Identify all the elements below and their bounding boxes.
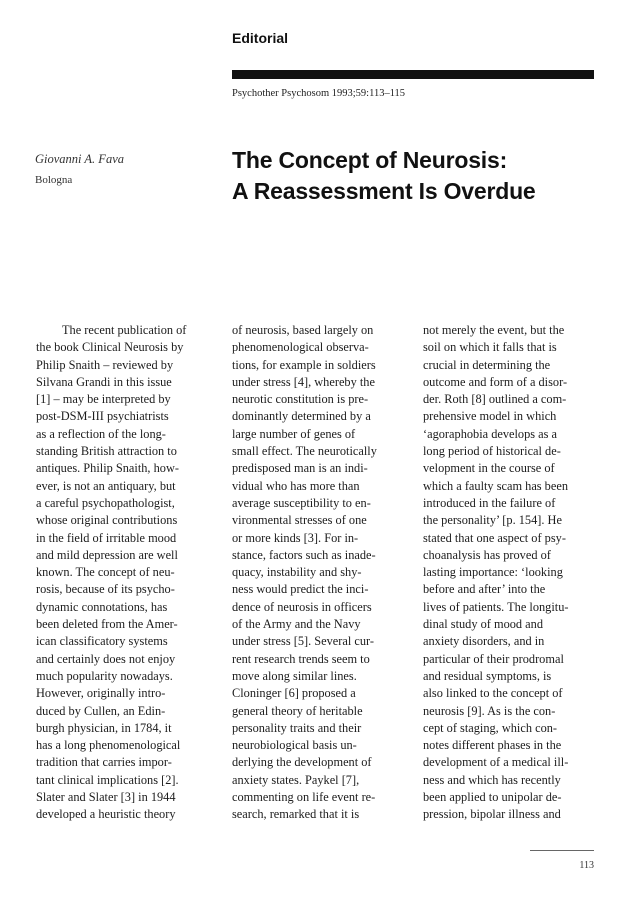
text-line: tant clinical implications [2]. (36, 772, 179, 787)
text-line: or more kinds [3]. For in- (232, 530, 359, 545)
text-line: long period of historical de- (423, 444, 561, 459)
text-line: whose original contributions (36, 513, 178, 528)
text-line: lasting importance: ‘looking (423, 565, 563, 580)
text-line: move along similar lines. (232, 668, 357, 683)
text-line: known. The concept of neu- (36, 565, 175, 580)
page-number: 113 (579, 860, 594, 871)
text-line: der. Roth [8] outlined a com- (423, 392, 567, 407)
text-line: velopment in the course of (423, 461, 555, 476)
text-line: which a faulty scam has been (423, 478, 568, 493)
header-rule (232, 70, 594, 79)
text-line: vidual who has more than (232, 478, 360, 493)
text-line: the personality’ [p. 154]. He (423, 513, 562, 528)
text-line: vironmental stresses of one (232, 513, 367, 528)
text-line: neurobiological basis un- (232, 738, 357, 753)
body-column-2 (232, 322, 377, 824)
text-line: rent research trends seem to (232, 651, 370, 666)
text-line: dynamic connotations, has (36, 599, 168, 614)
text-line: of the Army and the Navy (232, 617, 361, 632)
text-line: particular of their prodromal (423, 651, 564, 666)
text-line: not merely the event, but the (423, 323, 565, 337)
text-line: derlying the development of (232, 755, 372, 770)
text-line: antiques. Philip Snaith, how- (36, 461, 179, 476)
text-line: crucial in determining the (423, 357, 551, 372)
text-line: under stress [4], whereby the (232, 374, 375, 389)
text-line: prehensive model in which (423, 409, 557, 424)
text-line: dinal study of mood and (423, 617, 543, 632)
text-line: outcome and form of a disor- (423, 374, 568, 389)
text-line: and residual symptoms, is (423, 668, 552, 683)
text-line: personality traits and their (232, 720, 362, 735)
text-line: duced by Cullen, an Edin- (36, 703, 166, 718)
text-line: anxiety disorders, and in (423, 634, 545, 649)
text-line: commenting on life event re- (232, 790, 376, 805)
text-line: notes different phases in the (423, 738, 562, 753)
text-line: Cloninger [6] proposed a (232, 686, 356, 701)
body-column-1 (36, 322, 186, 824)
author-affiliation: Bologna (35, 174, 73, 186)
text-line: ness and which has recently (423, 772, 561, 787)
text-line: Slater and Slater [3] in 1944 (36, 790, 176, 805)
text-line: However, originally intro- (36, 686, 166, 701)
article-title (232, 145, 632, 207)
text-line: soil on which it falls that is (423, 340, 557, 355)
section-label: Editorial (232, 30, 289, 46)
text-line: a careful psychopathologist, (36, 495, 175, 510)
text-line: and mild depression are well (36, 547, 178, 562)
text-line: also linked to the concept of (423, 686, 563, 701)
body-column-3 (423, 322, 568, 824)
text-line: quacy, instability and shy- (232, 565, 362, 580)
text-line: large number of genes of (232, 426, 356, 441)
text-line: tions, for example in soldiers (232, 357, 376, 372)
text-line: burgh physician, in 1784, it (36, 720, 172, 735)
title-line: A Reassessment Is Overdue (232, 178, 536, 204)
text-line: general theory of heritable (232, 703, 363, 718)
text-line: stance, factors such as inade- (232, 547, 376, 562)
text-line: neurotic constitution is pre- (232, 392, 369, 407)
text-line: phenomenological observa- (232, 340, 369, 355)
text-line: choanalysis has proved of (423, 547, 551, 562)
text-line: ness would predict the inci- (232, 582, 369, 597)
text-line: the book Clinical Neurosis by (36, 340, 184, 355)
text-line: tradition that carries impor- (36, 755, 172, 770)
text-line: under stress [5]. Several cur- (232, 634, 374, 649)
text-line: dence of neurosis in officers (232, 599, 372, 614)
title-line: The Concept of Neurosis: (232, 147, 508, 173)
footer-rule (530, 850, 594, 851)
text-line: rosis, because of its psycho- (36, 582, 175, 597)
text-line: stated that one aspect of psy- (423, 530, 566, 545)
text-line: and certainly does not enjoy (36, 651, 176, 666)
text-line: search, remarked that it is (232, 807, 360, 822)
text-line: anxiety states. Paykel [7], (232, 772, 360, 787)
text-line: post-DSM-III psychiatrists (36, 409, 169, 424)
text-line: ever, is not an antiquary, but (36, 478, 176, 493)
text-line: predisposed man is an indi- (232, 461, 368, 476)
text-line: development of a medical ill- (423, 755, 569, 770)
author-name: Giovanni A. Fava (35, 152, 124, 166)
text-line: [1] – may be interpreted by (36, 392, 171, 407)
text-line: Silvana Grandi in this issue (36, 374, 172, 389)
text-line: standing British attraction to (36, 444, 177, 459)
text-line: The recent publication of (62, 323, 187, 337)
text-line: has a long phenomenological (36, 738, 181, 753)
text-line: ‘agoraphobia develops as a (423, 426, 558, 441)
text-line: small effect. The neurotically (232, 444, 377, 459)
text-line: in the field of irritable mood (36, 530, 177, 545)
text-line: dominantly determined by a (232, 409, 371, 424)
text-line: introduced in the failure of (423, 495, 556, 510)
text-line: been deleted from the Amer- (36, 617, 178, 632)
text-line: ican classificatory systems (36, 634, 168, 649)
text-line: cept of staging, which con- (423, 720, 558, 735)
text-line: Philip Snaith – reviewed by (36, 357, 174, 372)
journal-citation: Psychother Psychosom 1993;59:113–115 (232, 88, 406, 99)
text-line: average susceptibility to en- (232, 495, 371, 510)
text-line: developed a heuristic theory (36, 807, 176, 822)
text-line: before and after’ into the (423, 582, 546, 597)
text-line: as a reflection of the long- (36, 426, 166, 441)
text-line: lives of patients. The longitu- (423, 599, 569, 614)
text-line: been applied to unipolar de- (423, 790, 562, 805)
text-line: of neurosis, based largely on (232, 323, 374, 337)
text-line: pression, bipolar illness and (423, 807, 561, 822)
text-line: much popularity nowadays. (36, 668, 173, 683)
text-line: neurosis [9]. As is the con- (423, 703, 556, 718)
